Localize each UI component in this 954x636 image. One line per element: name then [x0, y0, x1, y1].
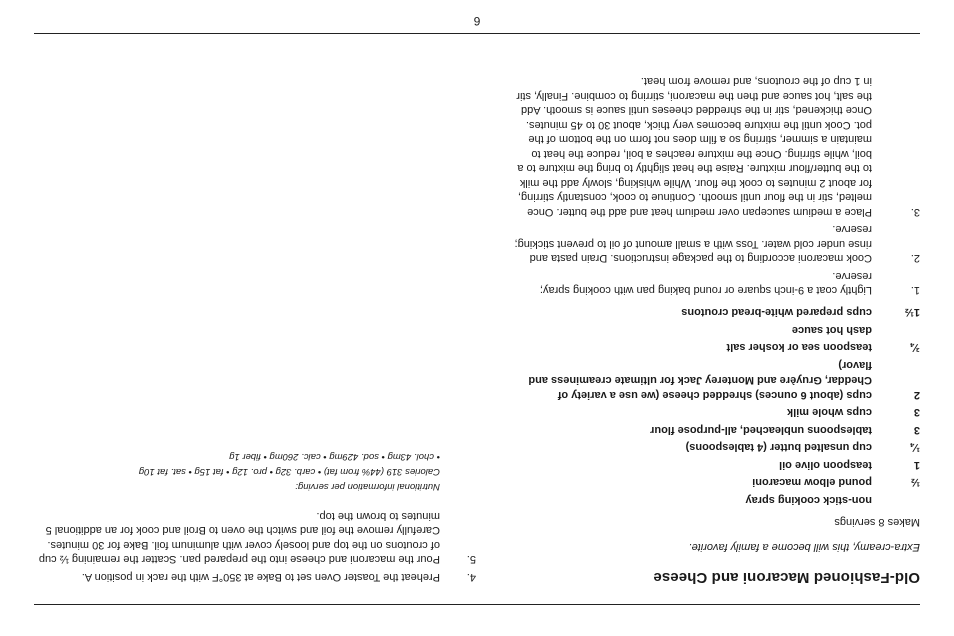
step-number: 2.	[910, 252, 920, 265]
ingredient-qty: 3	[913, 406, 920, 419]
recipe-step-3	[510, 74, 920, 219]
page-number: 6	[473, 14, 481, 28]
ingredient-text: pound elbow macaroni	[752, 476, 872, 489]
ingredient-qty: ½	[910, 476, 920, 489]
ingredient-qty: 3	[913, 424, 920, 436]
ingredient-row	[510, 340, 920, 355]
recipe-step-4	[34, 570, 476, 585]
ingredient-row	[510, 475, 920, 490]
bottom-rule	[34, 33, 920, 34]
ingredient-row	[510, 322, 920, 337]
recipe-step-2	[510, 222, 920, 266]
ingredient-text: cup unsalted butter (4 tablespoons)	[685, 441, 872, 454]
ingredient-row	[510, 357, 920, 402]
ingredient-text: cups whole milk	[787, 406, 872, 419]
nutrition-info	[34, 450, 440, 495]
ingredient-row	[510, 492, 920, 507]
ingredient-qty	[872, 492, 920, 507]
step-number: 3.	[910, 206, 920, 218]
ingredient-qty: 1½	[904, 306, 920, 319]
ingredient-row	[510, 457, 920, 472]
ingredient-text: non-stick cooking spray	[745, 494, 872, 506]
step-text: Preheat the Toaster Oven set to Bake at 350°F with the rack in position A.	[81, 571, 440, 583]
top-rule	[34, 604, 920, 605]
ingredient-qty: ¼	[910, 441, 920, 454]
recipe-left-column	[510, 74, 920, 594]
step-text: Pour the macaroni and cheese into the prepared pan. Scatter the remaining ½ cup of croutons on the top and loosely cover with aluminum foil. Bake for 30 minutes. Carefully remove the foil and switch the oven to Broil and cook for an additional 5 minutes to brown the top.	[38, 510, 440, 566]
ingredient-text: cups (about 6 ounces) shredded cheese (we use a variety of Cheddar, Gruyère and Monterey Jack for ultimate creaminess and flavor)	[528, 359, 872, 401]
step-text: Lightly coat a 9-inch square or round baking pan with cooking spray; reserve.	[539, 270, 872, 297]
ingredient-row	[510, 405, 920, 420]
nutrition-line-2: • chol. 43mg • sod. 429mg • calc. 260mg • fiber 1g	[229, 451, 440, 463]
recipe-right-column	[34, 450, 476, 595]
ingredient-text: teaspoon sea or kosher salt	[726, 341, 872, 354]
recipe-intro: Extra-creamy, this will become a family favorite.	[688, 541, 920, 553]
recipe-servings: Makes 8 servings	[834, 516, 920, 528]
ingredient-qty: 1	[913, 459, 920, 471]
nutrition-line-1: Calories 319 (44% from fat) • carb. 32g • pro. 12g • fat 15g • sat. fat 10g	[138, 466, 440, 478]
nutrition-heading: Nutritional information per serving:	[295, 481, 440, 493]
ingredient-qty: 2	[913, 389, 920, 401]
ingredient-row	[510, 305, 920, 320]
ingredient-text: teaspoon olive oil	[779, 459, 872, 471]
recipe-title: Old-Fashioned Macaroni and Cheese	[653, 569, 920, 586]
ingredient-row	[510, 440, 920, 455]
ingredient-text: cups prepared white-bread croutons	[681, 306, 872, 319]
step-text: Cook macaroni according to the package instructions. Drain pasta and rinse under cold water. Toss with a small amount of oil to prevent sticking; reserve.	[514, 223, 872, 265]
step-number: 1.	[910, 284, 920, 297]
ingredient-qty: ¾	[910, 341, 920, 354]
recipe-step-1	[510, 269, 920, 298]
step-number: 4.	[466, 571, 476, 583]
step-number: 5.	[466, 553, 476, 566]
ingredient-row	[510, 422, 920, 437]
recipe-step-5	[34, 509, 476, 567]
ingredient-text: tablespoons unbleached, all-purpose flour	[650, 424, 872, 436]
step-text: Place a medium saucepan over medium heat and add the butter. Once melted, stir in the flour until smooth. Continue to cook, constantly stirring, for about 2 minutes to cook the flour. While whisking, slowly add the milk to the butter/flour mixture. Raise the heat slightly to bring the mixture to a boil, while stirring. Once the mixture reaches a boil, reduce the heat to maintain a simmer, stirring so a film does not form on the bottom of the pot. Cook until the mixture becomes very thick, about 30 to 45 minutes. Once thickened, stir in the shredded cheeses until sauce is smooth. Add the salt, hot sauce and then the macaroni, stirring to combine. Finally, stir in 1 cup of the croutons, and remove from heat.	[516, 75, 872, 218]
ingredient-text: dash hot sauce	[791, 324, 872, 336]
ingredient-qty	[872, 322, 920, 337]
ingredient-list	[510, 305, 920, 508]
